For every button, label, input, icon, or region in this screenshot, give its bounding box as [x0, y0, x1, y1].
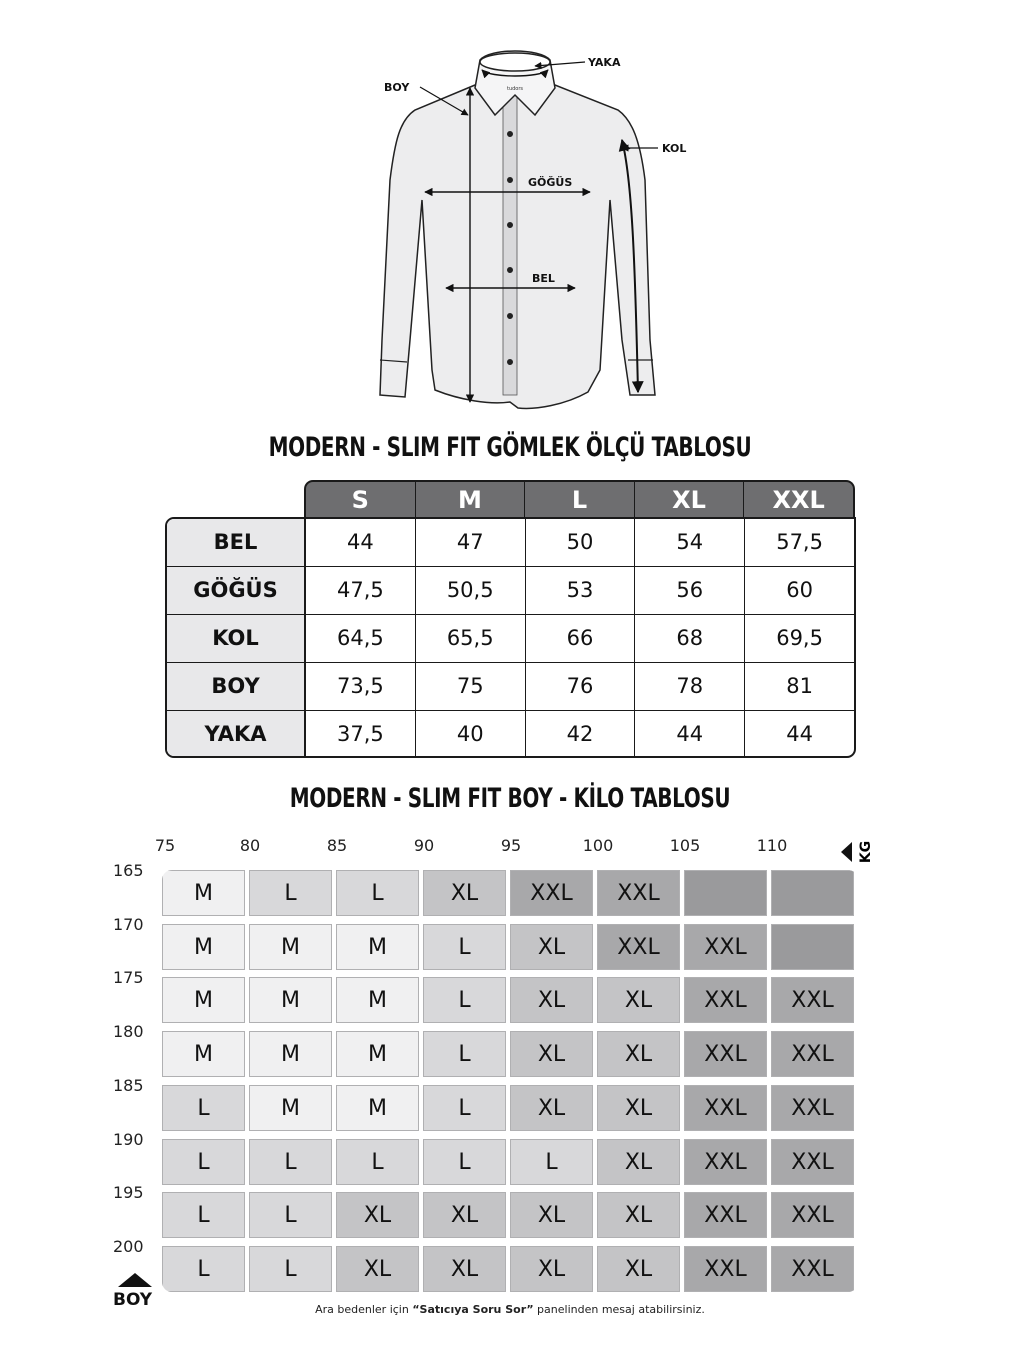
size-cell: 78 — [635, 663, 745, 710]
footer-after: panelinden mesaj atabilirsiniz. — [533, 1303, 705, 1316]
size-table-body — [165, 517, 856, 758]
grid-cell: M — [249, 924, 332, 970]
size-column-header: S — [306, 482, 416, 518]
size-cell: 65,5 — [416, 615, 526, 662]
size-table — [165, 480, 856, 758]
height-tick: 200 — [113, 1236, 144, 1256]
size-cell: 54 — [635, 519, 745, 566]
grid-cell: M — [336, 1031, 419, 1077]
shirt-measurement-diagram — [360, 40, 700, 415]
size-column-header: XXL — [772, 486, 825, 514]
size-cell: 73,5 — [306, 663, 416, 710]
grid-cell: XL — [336, 1192, 419, 1238]
size-column-header: XL — [635, 482, 745, 518]
grid-cell: M — [336, 977, 419, 1023]
grid-cell: L — [249, 1192, 332, 1238]
grid-cell: XXL — [684, 977, 767, 1023]
grid-cell: M — [336, 924, 419, 970]
size-cell: 47,5 — [306, 567, 416, 614]
size-row-label: BOY — [167, 663, 306, 710]
brand-label: tudors — [506, 86, 524, 92]
grid-cell: XXL — [771, 1246, 854, 1292]
boy-kilo-title: MODERN - SLIM FIT BOY - KİLO TABLOSU — [289, 783, 731, 814]
grid-cell: M — [162, 977, 245, 1023]
grid-cell: XL — [336, 1246, 419, 1292]
label-bel: BEL — [532, 272, 555, 285]
size-cell: 56 — [635, 567, 745, 614]
size-cell: 44 — [306, 519, 416, 566]
grid-cell: L — [162, 1139, 245, 1185]
grid-cell: XL — [597, 1246, 680, 1292]
kg-tick: 100 — [582, 836, 614, 855]
size-row — [167, 615, 854, 663]
size-row — [167, 567, 854, 615]
grid-cell: L — [336, 870, 419, 916]
kg-tick: 80 — [239, 836, 261, 855]
size-row-label: KOL — [167, 615, 306, 662]
size-row-label: BEL — [167, 519, 306, 566]
grid-cell: L — [162, 1085, 245, 1131]
size-chart-title: MODERN - SLIM FIT GÖMLEK ÖLÇÜ TABLOSU — [268, 432, 752, 463]
size-cell: 50 — [526, 519, 636, 566]
grid-cell: L — [510, 1139, 593, 1185]
size-row-label: YAKA — [167, 711, 306, 758]
grid-cell: L — [336, 1139, 419, 1185]
grid-cell: XXL — [684, 924, 767, 970]
grid-cell: XXL — [771, 977, 854, 1023]
size-cell: 69,5 — [776, 626, 823, 650]
grid-cell: XXL — [771, 1192, 854, 1238]
size-cell: 40 — [416, 711, 526, 758]
grid-cell: M — [162, 870, 245, 916]
size-cell: 47 — [416, 519, 526, 566]
kg-text: KG — [858, 840, 874, 864]
grid-cell: M — [162, 1031, 245, 1077]
height-tick: 175 — [113, 968, 144, 988]
size-cell: 76 — [526, 663, 636, 710]
grid-cell — [771, 870, 854, 916]
grid-cell: XXL — [771, 1139, 854, 1185]
grid-cell: XL — [597, 977, 680, 1023]
grid-cell: L — [423, 1139, 506, 1185]
grid-cell: L — [249, 870, 332, 916]
size-row-label: GÖĞÜS — [167, 567, 306, 614]
grid-cell: M — [336, 1085, 419, 1131]
grid-cell: XXL — [771, 1085, 854, 1131]
kg-tick: 90 — [413, 836, 435, 855]
height-tick: 190 — [113, 1129, 144, 1149]
size-cell: 57,5 — [776, 530, 823, 554]
label-yaka: YAKA — [588, 56, 621, 69]
size-cell: 60 — [786, 578, 813, 602]
boy-kilo-grid — [162, 870, 858, 1292]
grid-cell: XXL — [684, 1192, 767, 1238]
size-column-header: M — [416, 482, 526, 518]
grid-cell: XL — [597, 1139, 680, 1185]
label-boy: BOY — [384, 81, 410, 94]
grid-cell: XL — [597, 1031, 680, 1077]
size-cell: 66 — [526, 615, 636, 662]
size-column-header: L — [525, 482, 635, 518]
size-row — [167, 663, 854, 711]
kg-tick: 105 — [669, 836, 701, 855]
kg-tick: 75 — [154, 836, 176, 855]
size-cell: 53 — [526, 567, 636, 614]
size-cell: 64,5 — [306, 615, 416, 662]
label-gogus: GÖĞÜS — [528, 176, 573, 189]
grid-cell: XL — [597, 1192, 680, 1238]
grid-cell: XL — [423, 870, 506, 916]
footer-bold: “Satıcıya Soru Sor” — [412, 1303, 534, 1316]
grid-cell: XL — [510, 924, 593, 970]
grid-cell: XL — [510, 1085, 593, 1131]
grid-cell: XL — [510, 1246, 593, 1292]
size-cell: 42 — [526, 711, 636, 758]
grid-cell: L — [162, 1246, 245, 1292]
grid-cell: XL — [597, 1085, 680, 1131]
size-cell: 44 — [786, 722, 813, 746]
size-cell: 44 — [635, 711, 745, 758]
grid-cell: L — [423, 924, 506, 970]
grid-cell: L — [249, 1139, 332, 1185]
height-tick: 170 — [113, 914, 144, 934]
height-tick: 180 — [113, 1022, 144, 1042]
kg-tick: 110 — [756, 836, 788, 855]
footer-note — [0, 1303, 1020, 1316]
size-cell: 68 — [635, 615, 745, 662]
grid-cell: XXL — [684, 1246, 767, 1292]
grid-cell: M — [249, 1031, 332, 1077]
grid-cell: XXL — [684, 1031, 767, 1077]
grid-cell: M — [162, 924, 245, 970]
grid-cell: XXL — [597, 924, 680, 970]
height-tick: 185 — [113, 1075, 144, 1095]
boy-label: BOY — [113, 1290, 153, 1310]
size-row — [167, 711, 854, 758]
grid-cell: XL — [423, 1246, 506, 1292]
boy-arrow-icon — [118, 1273, 152, 1287]
grid-cell: XXL — [510, 870, 593, 916]
grid-cell: L — [423, 977, 506, 1023]
grid-cell: XL — [510, 1192, 593, 1238]
kg-tick: 85 — [326, 836, 348, 855]
footer-before: Ara bedenler için — [315, 1303, 413, 1316]
grid-cell — [771, 924, 854, 970]
grid-cell: L — [162, 1192, 245, 1238]
grid-cell: L — [249, 1246, 332, 1292]
grid-cell: XXL — [684, 1085, 767, 1131]
size-table-header — [304, 480, 855, 518]
grid-cell: XL — [510, 977, 593, 1023]
size-cell: 75 — [416, 663, 526, 710]
height-tick: 195 — [113, 1183, 144, 1203]
grid-cell: XL — [510, 1031, 593, 1077]
kg-tick: 95 — [500, 836, 522, 855]
grid-cell: M — [249, 1085, 332, 1131]
grid-cell — [684, 870, 767, 916]
size-row — [167, 519, 854, 567]
grid-cell: XXL — [684, 1139, 767, 1185]
grid-cell: M — [249, 977, 332, 1023]
grid-cell: L — [423, 1031, 506, 1077]
size-cell: 37,5 — [306, 711, 416, 758]
grid-cell: XXL — [771, 1031, 854, 1077]
kg-label — [838, 838, 878, 866]
height-tick: 165 — [113, 861, 144, 880]
grid-cell: XXL — [597, 870, 680, 916]
size-cell: 81 — [786, 674, 813, 698]
grid-cell: XL — [423, 1192, 506, 1238]
size-cell: 50,5 — [416, 567, 526, 614]
label-kol: KOL — [662, 142, 687, 155]
grid-cell: L — [423, 1085, 506, 1131]
